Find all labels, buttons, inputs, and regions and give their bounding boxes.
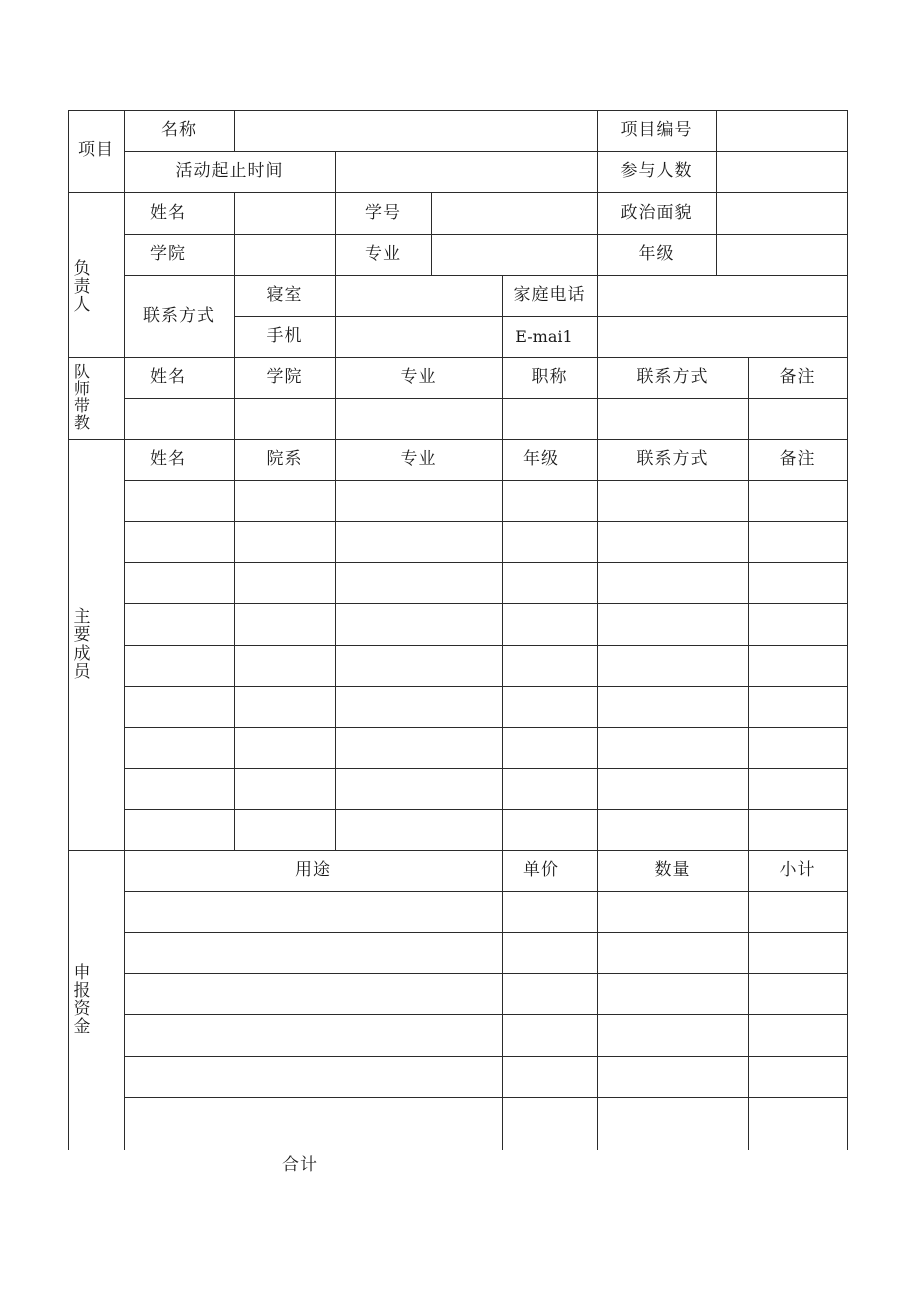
mobile-field[interactable] bbox=[336, 317, 502, 357]
grid-line bbox=[124, 973, 848, 974]
advisor-header-name: 姓名 bbox=[150, 367, 186, 387]
grid-line bbox=[124, 1097, 848, 1098]
activity-period-field[interactable] bbox=[336, 152, 596, 192]
members-header-contact: 联系方式 bbox=[636, 449, 709, 469]
funding-total-label: 合计 bbox=[282, 1154, 318, 1175]
members-header-department: 院系 bbox=[266, 449, 303, 469]
project-section-label: 项目 bbox=[78, 140, 114, 160]
project-name-field[interactable] bbox=[235, 111, 596, 151]
grid-line bbox=[124, 727, 848, 728]
leader-section-label: 负 责 人 bbox=[73, 258, 91, 315]
leader-major-label: 专业 bbox=[365, 244, 401, 264]
members-header-grade: 年级 bbox=[523, 449, 559, 469]
political-status-label: 政治面貌 bbox=[620, 202, 693, 223]
grid-line bbox=[234, 357, 235, 850]
leader-grade-field[interactable] bbox=[717, 235, 847, 275]
dorm-label: 寝室 bbox=[266, 285, 303, 305]
email-label: E-mai1 bbox=[515, 326, 573, 346]
home-phone-label: 家庭电话 bbox=[513, 285, 586, 305]
leader-name-field[interactable] bbox=[235, 193, 335, 234]
email-field[interactable] bbox=[598, 317, 847, 357]
advisor-header-major: 专业 bbox=[400, 367, 437, 387]
leader-name-label: 姓名 bbox=[150, 202, 186, 223]
grid-line bbox=[124, 891, 848, 892]
funding-header-unit-price: 单价 bbox=[523, 860, 559, 880]
grid-line bbox=[124, 768, 848, 769]
grid-line bbox=[124, 1056, 848, 1057]
funding-header-purpose: 用途 bbox=[295, 860, 331, 880]
grid-line bbox=[124, 932, 848, 933]
members-header-notes: 备注 bbox=[779, 449, 816, 469]
grid-line bbox=[124, 480, 848, 481]
project-number-field[interactable] bbox=[717, 111, 847, 151]
leader-major-field[interactable] bbox=[432, 235, 597, 275]
advisor-header-contact: 联系方式 bbox=[636, 367, 709, 387]
grid-line bbox=[124, 521, 848, 522]
leader-college-label: 学院 bbox=[150, 244, 186, 264]
grid-line bbox=[124, 603, 848, 604]
project-name-label: 名称 bbox=[161, 120, 197, 140]
grid-line bbox=[124, 686, 848, 687]
leader-college-field[interactable] bbox=[235, 235, 335, 275]
advisor-section-label: 队 师 带 教 bbox=[73, 362, 90, 432]
contact-label: 联系方式 bbox=[143, 305, 215, 326]
political-status-field[interactable] bbox=[717, 193, 847, 234]
grid-line bbox=[124, 645, 848, 646]
funding-header-subtotal: 小计 bbox=[779, 860, 816, 880]
project-number-label: 项目编号 bbox=[620, 120, 693, 140]
participants-label: 参与人数 bbox=[620, 161, 693, 181]
members-header-name: 姓名 bbox=[150, 449, 186, 469]
participants-field[interactable] bbox=[717, 152, 847, 192]
grid-line bbox=[335, 357, 336, 850]
members-section-label: 主 要 成 员 bbox=[73, 607, 91, 682]
grid-line bbox=[124, 562, 848, 563]
grid-line bbox=[124, 398, 848, 399]
funding-section-label: 申 报 资 金 bbox=[73, 962, 91, 1038]
funding-header-quantity: 数量 bbox=[654, 860, 691, 880]
leader-grade-label: 年级 bbox=[638, 244, 675, 264]
activity-period-label: 活动起止时间 bbox=[175, 161, 284, 181]
home-phone-field[interactable] bbox=[598, 276, 847, 316]
table-border-right bbox=[847, 110, 848, 1150]
dorm-field[interactable] bbox=[336, 276, 502, 316]
student-id-field[interactable] bbox=[432, 193, 597, 234]
grid-line bbox=[124, 1014, 848, 1015]
advisor-header-college: 学院 bbox=[266, 367, 303, 387]
student-id-label: 学号 bbox=[365, 202, 401, 223]
advisor-header-title: 职称 bbox=[531, 367, 568, 387]
advisor-header-notes: 备注 bbox=[779, 367, 816, 387]
mobile-label: 手机 bbox=[266, 326, 303, 346]
grid-line bbox=[124, 809, 848, 810]
members-header-major: 专业 bbox=[400, 449, 437, 469]
